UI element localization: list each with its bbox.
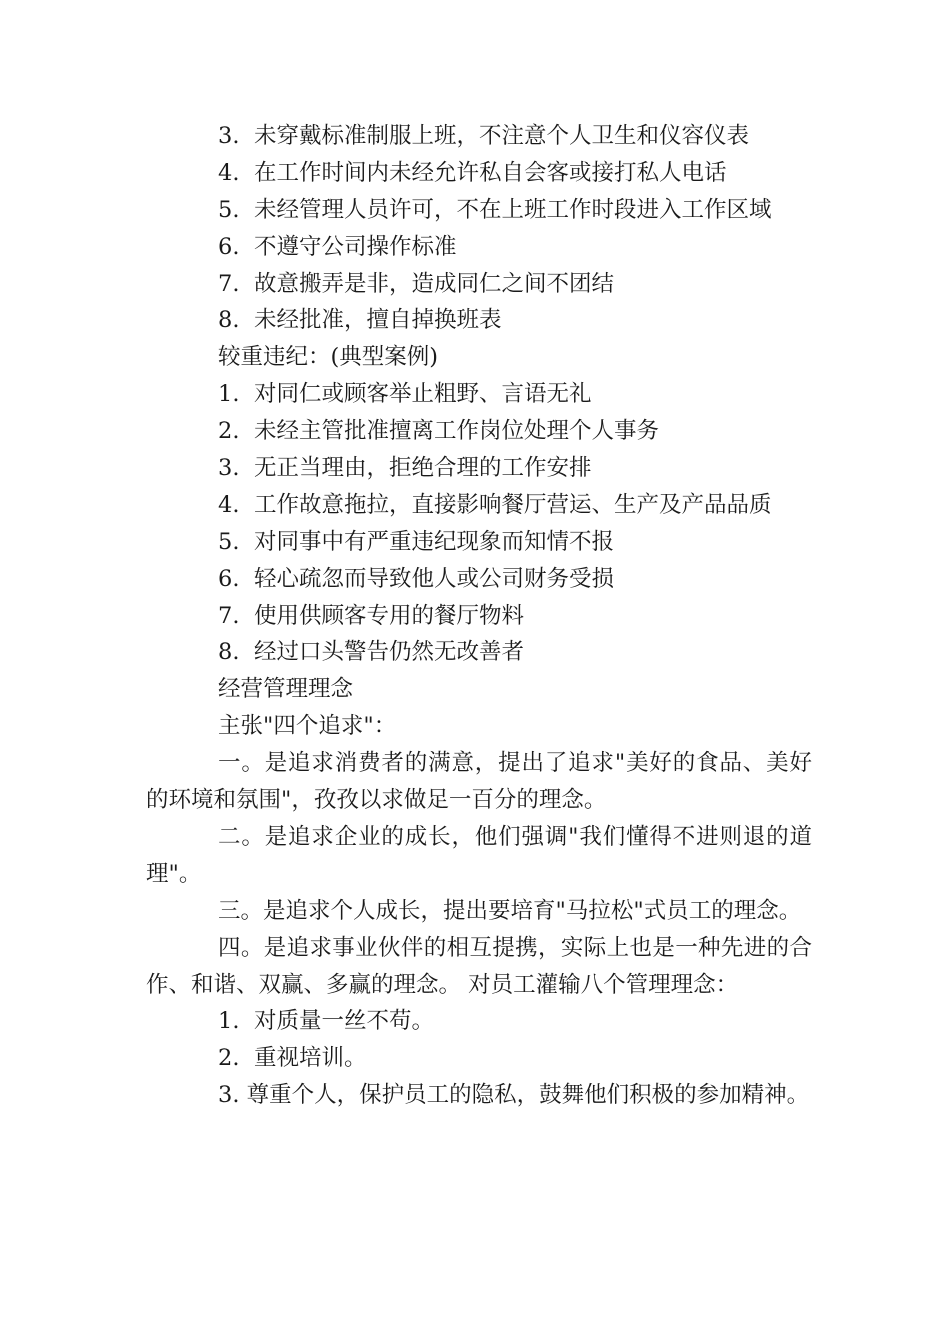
list-item: 7. 故意搬弄是非，造成同仁之间不团结 — [218, 270, 615, 297]
section-heading-serious: 较重违纪：(典型案例) — [218, 344, 439, 371]
list-item: 5. 未经管理人员许可，不在上班工作时段进入工作区域 — [218, 196, 772, 223]
paragraph-pursuit-2: 二。是追求企业的成长，他们强调"我们懂得不进则退的道理"。 — [146, 823, 812, 887]
paragraph-principle-3: 3. 尊重个人，保护员工的隐私，鼓舞他们积极的参加精神。 — [218, 1082, 810, 1109]
list-item: 3. 无正当理由，拒绝合理的工作安排 — [218, 455, 592, 482]
section-heading-pursuits: 主张"四个追求"： — [218, 713, 397, 740]
paragraph-pursuit-4: 四。是追求事业伙伴的相互提携，实际上也是一种先进的合作、和谐、双赢、多赢的理念。 对员工灌输八个管理理念： — [146, 934, 812, 998]
section-heading-concept: 经营管理理念 — [218, 676, 354, 703]
list-item: 6. 轻心疏忽而导致他人或公司财务受损 — [218, 565, 615, 592]
list-item: 4. 工作故意拖拉，直接影响餐厅营运、生产及产品品质 — [218, 491, 772, 518]
list-item: 2. 重视培训。 — [218, 1045, 367, 1072]
paragraph-pursuit-1: 一。是追求消费者的满意，提出了追求"美好的食品、美好的环境和氛围"，孜孜以求做足一百分的理念。 — [146, 750, 812, 814]
list-item: 8. 经过口头警告仍然无改善者 — [218, 639, 525, 666]
list-item: 5. 对同事中有严重违纪现象而知情不报 — [218, 528, 615, 555]
list-item: 7. 使用供顾客专用的餐厅物料 — [218, 602, 525, 629]
list-item: 3. 未穿戴标准制服上班，不注意个人卫生和仪容仪表 — [218, 123, 750, 149]
list-item: 1. 对质量一丝不苟。 — [218, 1008, 435, 1035]
list-item: 8. 未经批准，擅自掉换班表 — [218, 307, 502, 334]
list-item: 2. 未经主管批准擅离工作岗位处理个人事务 — [218, 418, 660, 445]
document-body — [146, 118, 812, 1114]
list-item: 1. 对同仁或顾客举止粗野、言语无礼 — [218, 381, 592, 408]
list-item: 4. 在工作时间内未经允许私自会客或接打私人电话 — [218, 159, 727, 186]
list-item: 6. 不遵守公司操作标准 — [218, 233, 457, 260]
paragraph-pursuit-3: 三。是追求个人成长，提出要培育"马拉松"式员工的理念。 — [218, 897, 802, 924]
